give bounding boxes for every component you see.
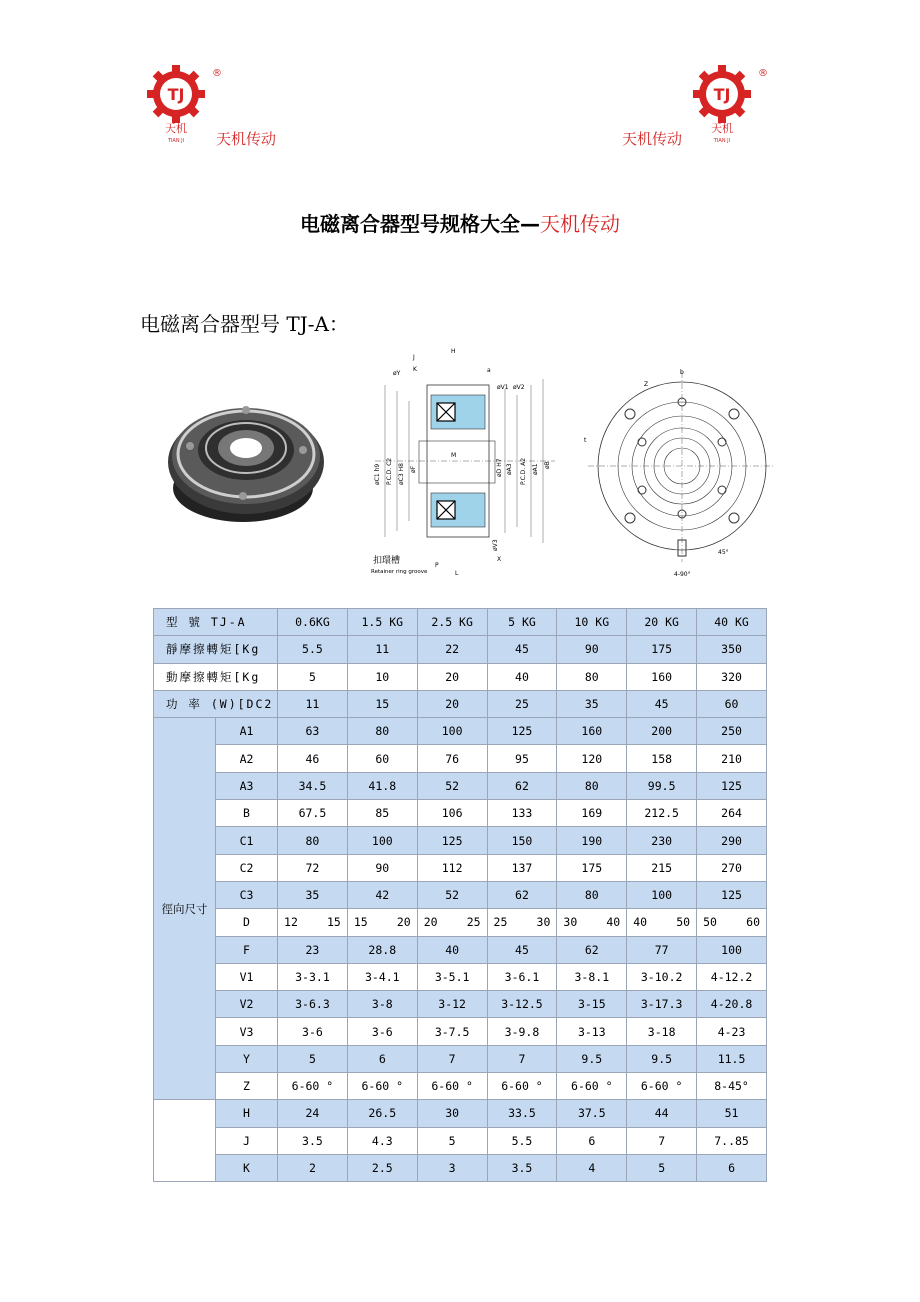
table-cell: 250 [697, 718, 767, 745]
bore-max: 30 [536, 915, 551, 930]
table-cell: 2 [278, 1154, 348, 1181]
dim-label-L: L [455, 570, 459, 577]
brand-name-left: 天机传动 [216, 130, 277, 148]
table-cell: 35 [557, 690, 627, 717]
table-cell: 3-6.1 [487, 963, 557, 990]
retainer-label-cn: 扣環槽 [373, 556, 401, 566]
bore-min: 15 [353, 915, 368, 930]
table-cell [697, 909, 767, 936]
table-cell: 6-60 ° [487, 1073, 557, 1100]
table-cell: 7 [627, 1127, 697, 1154]
table-cell: 4.3 [347, 1127, 417, 1154]
table-cell: 3-6 [347, 1018, 417, 1045]
row-label: V1 [216, 963, 278, 990]
table-cell: 41.8 [347, 772, 417, 799]
table-cell: 9.5 [557, 1045, 627, 1072]
table-cell: 34.5 [278, 772, 348, 799]
side-section-drawing [365, 345, 565, 580]
table-cell: 169 [557, 800, 627, 827]
bore-range [697, 915, 766, 929]
table-cell: 4-12.2 [697, 963, 767, 990]
table-cell: 22 [417, 636, 487, 663]
table-cell: 80 [557, 663, 627, 690]
row-label: A3 [216, 772, 278, 799]
table-cell [347, 909, 417, 936]
header-size: 1.5 KG [347, 609, 417, 636]
table-cell: 3-9.8 [487, 1018, 557, 1045]
dim-label-C2: P.C.D. C2 [386, 457, 393, 485]
table-cell: 42 [347, 881, 417, 908]
dim-label-a: a [487, 367, 491, 374]
header-size: 20 KG [627, 609, 697, 636]
table-row [154, 963, 767, 990]
table-row [154, 936, 767, 963]
dim-label-B: øB [544, 461, 551, 469]
retainer-label-en: Retainer ring groove [371, 569, 428, 575]
table-cell: 100 [347, 827, 417, 854]
header-size: 10 KG [557, 609, 627, 636]
dim-label-A3: øA3 [506, 463, 513, 475]
dim-label-P: P [435, 562, 439, 569]
table-row [154, 1045, 767, 1072]
header-model: 型 號 TJ-A [154, 609, 278, 636]
table-cell: 6-60 ° [627, 1073, 697, 1100]
table-cell: 175 [627, 636, 697, 663]
table-cell: 60 [347, 745, 417, 772]
dim-label-Y: øY [393, 370, 401, 377]
row-label: H [216, 1100, 278, 1127]
table-cell: 72 [278, 854, 348, 881]
spec-table [153, 608, 767, 1182]
bore-range [627, 915, 696, 929]
table-cell: 33.5 [487, 1100, 557, 1127]
dim-label-J: J [413, 354, 415, 361]
dim-label-C1: øC1 h9 [374, 463, 381, 485]
table-row [154, 609, 767, 636]
table-cell: 125 [697, 881, 767, 908]
table-cell: 270 [697, 854, 767, 881]
model-heading: 电磁离合器型号 TJ-A： [140, 312, 349, 336]
table-cell: 3.5 [487, 1154, 557, 1181]
logo-pinyin: TIAN JI [167, 138, 185, 144]
bore-range [348, 915, 417, 929]
table-cell: 5 [627, 1154, 697, 1181]
table-cell: 212.5 [627, 800, 697, 827]
table-cell: 3-15 [557, 991, 627, 1018]
row-label: A2 [216, 745, 278, 772]
table-cell [627, 909, 697, 936]
table-cell: 80 [557, 772, 627, 799]
table-cell: 7..85 [697, 1127, 767, 1154]
table-cell: 6 [557, 1127, 627, 1154]
table-cell: 99.5 [627, 772, 697, 799]
table-cell: 11 [278, 690, 348, 717]
bore-range [557, 915, 626, 929]
table-row [154, 1127, 767, 1154]
bore-max: 20 [396, 915, 411, 930]
table-cell: 125 [697, 772, 767, 799]
row-label: 功 率 (W)[DC2 [154, 690, 278, 717]
table-cell: 45 [487, 936, 557, 963]
table-cell: 4 [557, 1154, 627, 1181]
table-cell: 160 [557, 718, 627, 745]
table-cell: 3-3.1 [278, 963, 348, 990]
angle-label-45: 45° [718, 549, 729, 556]
table-cell: 133 [487, 800, 557, 827]
row-label: K [216, 1154, 278, 1181]
table-cell: 3-18 [627, 1018, 697, 1045]
row-label: C1 [216, 827, 278, 854]
table-cell: 76 [417, 745, 487, 772]
table-cell: 175 [557, 854, 627, 881]
table-cell: 100 [697, 936, 767, 963]
table-row [154, 1018, 767, 1045]
table-cell: 112 [417, 854, 487, 881]
angle-label-4-90: 4-90° [674, 571, 691, 578]
table-row [154, 881, 767, 908]
row-label: C2 [216, 854, 278, 881]
table-cell: 7 [487, 1045, 557, 1072]
table-cell: 40 [487, 663, 557, 690]
bore-max: 60 [746, 915, 760, 930]
table-cell: 35 [278, 881, 348, 908]
row-label: Z [216, 1073, 278, 1100]
table-cell: 80 [278, 827, 348, 854]
dim-label-C3: øC3 H8 [398, 463, 405, 485]
table-row [154, 800, 767, 827]
table-cell: 3-5.1 [417, 963, 487, 990]
table-cell: 10 [347, 663, 417, 690]
table-cell: 9.5 [627, 1045, 697, 1072]
dim-label-Z: Z [644, 381, 649, 388]
bore-min: 30 [563, 915, 578, 930]
table-cell: 137 [487, 854, 557, 881]
brand-name-right: 天机传动 [622, 130, 683, 148]
table-cell: 4-20.8 [697, 991, 767, 1018]
table-cell: 90 [557, 636, 627, 663]
table-cell: 100 [417, 718, 487, 745]
table-cell: 3-7.5 [417, 1018, 487, 1045]
table-cell: 160 [627, 663, 697, 690]
dim-label-t: t [584, 437, 587, 444]
table-row [154, 991, 767, 1018]
table-cell: 290 [697, 827, 767, 854]
bore-min: 40 [633, 915, 648, 930]
table-cell: 3-12.5 [487, 991, 557, 1018]
table-row [154, 1100, 767, 1127]
table-cell: 25 [487, 690, 557, 717]
table-cell: 158 [627, 745, 697, 772]
table-cell: 80 [557, 881, 627, 908]
table-cell: 3-12 [417, 991, 487, 1018]
table-cell: 3-10.2 [627, 963, 697, 990]
table-cell: 3-13 [557, 1018, 627, 1045]
table-cell: 26.5 [347, 1100, 417, 1127]
table-cell: 6-60 ° [347, 1073, 417, 1100]
table-cell: 45 [487, 636, 557, 663]
table-cell: 46 [278, 745, 348, 772]
title-highlight: 天机传动 [540, 212, 620, 236]
logo-subtitle: 天机 [711, 122, 733, 135]
table-cell: 63 [278, 718, 348, 745]
table-cell: 150 [487, 827, 557, 854]
table-cell: 190 [557, 827, 627, 854]
table-cell [417, 909, 487, 936]
row-label: F [216, 936, 278, 963]
table-row [154, 854, 767, 881]
table-row [154, 663, 767, 690]
dim-label-V3: øV3 [492, 539, 499, 551]
clutch-photo [158, 390, 328, 530]
table-cell: 3 [417, 1154, 487, 1181]
table-cell: 52 [417, 881, 487, 908]
row-label: D [216, 909, 278, 936]
table-row [154, 745, 767, 772]
table-row [154, 772, 767, 799]
row-label: A1 [216, 718, 278, 745]
table-cell: 37.5 [557, 1100, 627, 1127]
table-row [154, 827, 767, 854]
table-cell: 44 [627, 1100, 697, 1127]
table-cell: 5.5 [278, 636, 348, 663]
table-cell: 120 [557, 745, 627, 772]
table-cell: 3-6.3 [278, 991, 348, 1018]
table-cell: 77 [627, 936, 697, 963]
table-cell: 45 [627, 690, 697, 717]
dim-label-A2: P.C.D. A2 [520, 457, 527, 485]
table-cell: 100 [627, 881, 697, 908]
table-cell: 3-17.3 [627, 991, 697, 1018]
group-label-radial: 徑向尺寸 [154, 718, 216, 1100]
row-label: B [216, 800, 278, 827]
bore-range [488, 915, 557, 929]
table-cell: 62 [557, 936, 627, 963]
table-cell: 2.5 [347, 1154, 417, 1181]
table-cell: 6-60 ° [278, 1073, 348, 1100]
row-label: V2 [216, 991, 278, 1018]
row-label: C3 [216, 881, 278, 908]
header-size: 40 KG [697, 609, 767, 636]
table-cell [487, 909, 557, 936]
bore-range [278, 915, 347, 929]
bore-min: 25 [493, 915, 508, 930]
dim-label-A1: øA1 [532, 463, 539, 475]
table-cell: 51 [697, 1100, 767, 1127]
table-cell: 30 [417, 1100, 487, 1127]
table-cell: 15 [347, 690, 417, 717]
table-cell: 11.5 [697, 1045, 767, 1072]
table-cell: 5.5 [487, 1127, 557, 1154]
table-row [154, 909, 767, 936]
bore-min: 20 [423, 915, 438, 930]
table-cell: 90 [347, 854, 417, 881]
table-cell: 24 [278, 1100, 348, 1127]
bore-max: 50 [676, 915, 691, 930]
table-cell: 80 [347, 718, 417, 745]
table-cell: 23 [278, 936, 348, 963]
table-cell: 230 [627, 827, 697, 854]
table-row [154, 636, 767, 663]
table-cell: 11 [347, 636, 417, 663]
header-size: 5 KG [487, 609, 557, 636]
registered-mark: ® [758, 68, 768, 79]
logo-pinyin: TIAN JI [713, 138, 731, 144]
header-size: 2.5 KG [417, 609, 487, 636]
bore-max: 15 [327, 915, 341, 930]
table-cell: 3-6 [278, 1018, 348, 1045]
bore-range [418, 915, 487, 929]
page-title [0, 208, 920, 237]
table-row [154, 1073, 767, 1100]
table-cell: 3-8 [347, 991, 417, 1018]
table-cell: 85 [347, 800, 417, 827]
bore-min: 12 [284, 915, 298, 930]
table-cell: 40 [417, 936, 487, 963]
row-label: 靜摩擦轉矩[Kg [154, 636, 278, 663]
row-label: Y [216, 1045, 278, 1072]
table-cell: 125 [487, 718, 557, 745]
table-cell: 20 [417, 663, 487, 690]
dim-label-X: X [497, 556, 502, 563]
table-cell: 28.8 [347, 936, 417, 963]
table-cell: 6-60 ° [557, 1073, 627, 1100]
table-cell: 5 [417, 1127, 487, 1154]
table-cell: 125 [417, 827, 487, 854]
dim-label-b: b [680, 369, 684, 376]
table-cell: 7 [417, 1045, 487, 1072]
bore-max: 25 [466, 915, 481, 930]
table-cell: 106 [417, 800, 487, 827]
table-row [154, 690, 767, 717]
table-cell: 3.5 [278, 1127, 348, 1154]
row-label: J [216, 1127, 278, 1154]
table-cell: 3-4.1 [347, 963, 417, 990]
logo-subtitle: 天机 [165, 122, 187, 135]
dim-label-H: H [451, 348, 456, 355]
tj-logo-right [690, 62, 770, 147]
row-label: 動摩擦轉矩[Kg [154, 663, 278, 690]
table-cell: 60 [697, 690, 767, 717]
row-label: V3 [216, 1018, 278, 1045]
table-row [154, 718, 767, 745]
dim-label-K: K [413, 366, 417, 373]
table-cell [278, 909, 348, 936]
table-cell: 6-60 ° [417, 1073, 487, 1100]
logo-text: TJ [713, 85, 731, 104]
table-cell: 8-45° [697, 1073, 767, 1100]
table-cell: 62 [487, 881, 557, 908]
logo-text: TJ [167, 85, 185, 104]
title-main: 电磁离合器型号规格大全— [300, 212, 540, 236]
table-cell: 200 [627, 718, 697, 745]
dim-label-F: øF [410, 465, 417, 473]
table-cell: 6 [697, 1154, 767, 1181]
table-cell: 20 [417, 690, 487, 717]
table-cell: 210 [697, 745, 767, 772]
dim-label-M: M [451, 452, 457, 459]
table-cell: 5 [278, 663, 348, 690]
bore-min: 50 [703, 915, 717, 930]
dim-label-V1: øV1 [497, 384, 509, 391]
tj-logo-left [144, 62, 224, 147]
table-cell: 67.5 [278, 800, 348, 827]
table-cell: 5 [278, 1045, 348, 1072]
table-row [154, 1154, 767, 1181]
table-cell: 52 [417, 772, 487, 799]
table-cell: 62 [487, 772, 557, 799]
header-size: 0.6KG [278, 609, 348, 636]
dim-label-V2: øV2 [513, 384, 525, 391]
registered-mark: ® [212, 68, 222, 79]
dim-label-D: øD H7 [496, 458, 503, 477]
group-label-axial [154, 1100, 216, 1182]
bore-max: 40 [606, 915, 621, 930]
table-cell: 4-23 [697, 1018, 767, 1045]
table-cell: 350 [697, 636, 767, 663]
table-cell [557, 909, 627, 936]
table-cell: 3-8.1 [557, 963, 627, 990]
table-cell: 264 [697, 800, 767, 827]
table-cell: 215 [627, 854, 697, 881]
front-view-drawing [578, 362, 778, 580]
table-cell: 320 [697, 663, 767, 690]
table-cell: 95 [487, 745, 557, 772]
table-cell: 6 [347, 1045, 417, 1072]
